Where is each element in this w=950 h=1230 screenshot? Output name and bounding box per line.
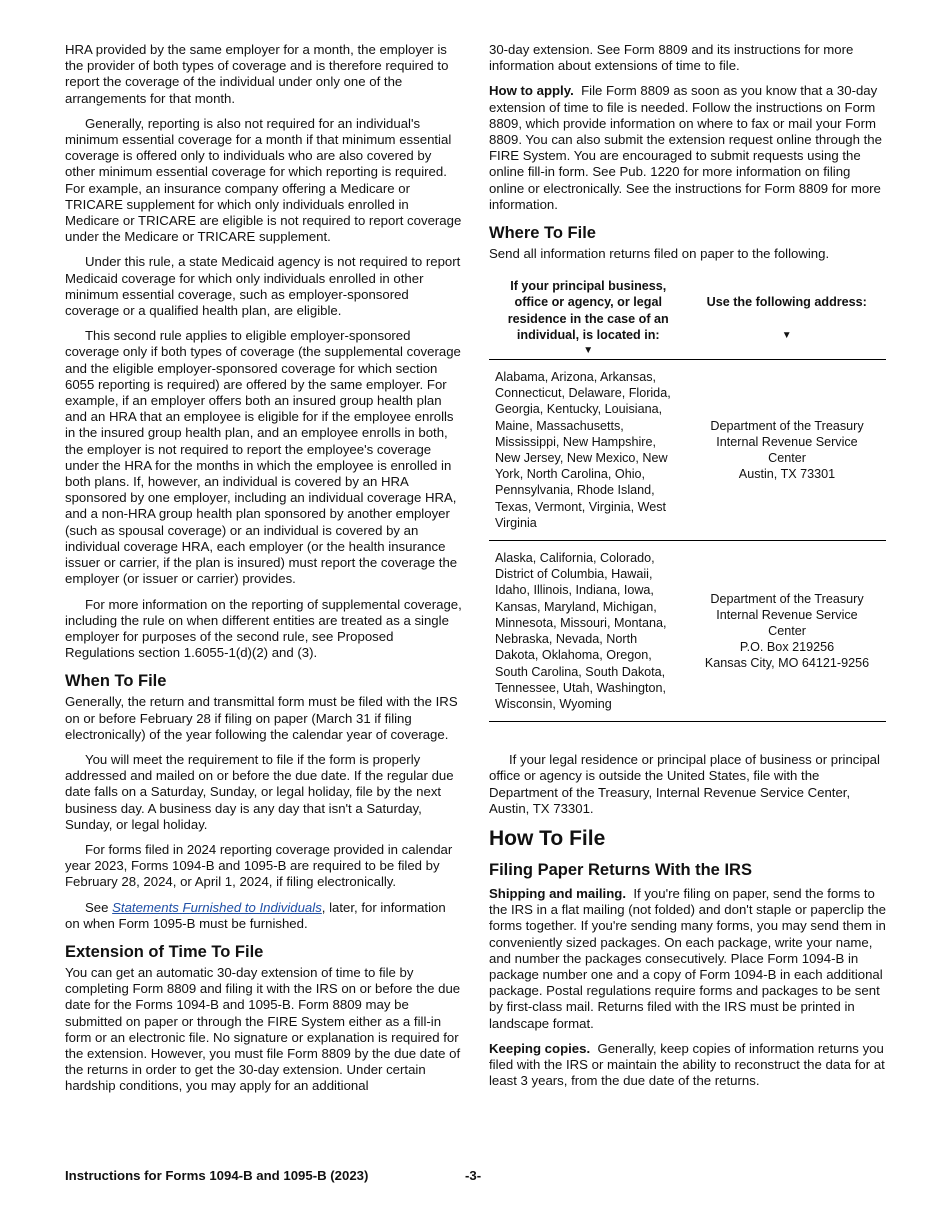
table-header-location: If your principal business, office or agency, or legal residence in the case of an individual, is located in: ▼ (489, 274, 688, 359)
table-header-address: Use the following address: ▼ (688, 274, 887, 359)
shipping-label: Shipping and mailing. (489, 885, 627, 901)
paragraph: See Statements Furnished to Individuals, later, for information on when Form 1095-B must be furnished. (65, 899, 446, 931)
left-column (65, 42, 462, 1104)
paragraph: Generally, the return and transmittal form must be filed with the IRS on or before February 28 if filing on paper (March 31 if filing electronically) of the year following the calendar year of coverage. (65, 694, 458, 742)
table-header-row (489, 274, 886, 359)
paragraph: HRA provided by the same employer for a month, the employer is the provider of both types of coverage and is therefore required to report the coverage of the individual under only one of the arrangements for that month. (65, 42, 449, 106)
paragraph: You will meet the requirement to file if the form is properly addressed and mailed on or before the due date. If the regular due date falls on a Saturday, Sunday, or legal holiday, file by the next business day. A business day is any day that isn't a Saturday, Sunday, or legal holiday. (65, 751, 454, 832)
when-to-file-heading: When To File (65, 672, 167, 691)
paragraph: How to apply. File Form 8809 as soon as you know that a 30-day extension of time to file is needed. Follow the instructions on Form 8809, which provide information on where to fax or mail your Form 8809. You can also submit the extension request online through the FIRE System. You are encouraged to submit requests using the online fill-in form. See Pub. 1220 for more information on filing online or electronically. See the instructions for Form 8809 for more information. (489, 83, 882, 212)
table-row (489, 360, 886, 541)
how-to-apply-label: How to apply. (489, 83, 574, 99)
down-arrow-icon: ▼ (583, 345, 594, 357)
paragraph: For more information on the reporting of supplemental coverage, including the rule on when different entities are treated as a single employer for purposes of the second rule, see Proposed Regulations section 1.6055-1(d)(2) and (3). (65, 596, 462, 661)
states-cell: Alabama, Arizona, Arkansas, Connecticut, Delaware, Florida, Georgia, Kentucky, Louisiana, Maine, Massachusetts, Mississippi, New Hampshire, New Jersey, New Mexico, New York, North Carolina, Ohio, Pennsylvania, Rhode Island, Texas, Vermont, Virginia, West Virginia (489, 360, 688, 541)
address-table (489, 274, 886, 722)
footer-title: Instructions for Forms 1094-B and 1095-B (2023) (65, 1168, 369, 1183)
paragraph: Shipping and mailing. If you're filing on paper, send the forms to the IRS in a flat mailing (not folded) and don't staple or paperclip the forms together. If you're sending many forms, you may send them in conveniently sized packages. On each package, write your name, and number the packages consecutively. Place Form 1094-B in package number one and a copy of Form 1094-B in each additional package. Postal regulations require forms and packages to be sent by first-class mail. Returns filed with the IRS must be printed in landscape format. (489, 885, 886, 1031)
paragraph: Send all information returns filed on paper to the following. (489, 246, 830, 262)
paragraph: For forms filed in 2024 reporting coverage provided in calendar year 2023, Forms 1094-B and 1095-B are required to be filed by February 28, 2024, or April 1, 2024, if filing electronically. (65, 841, 453, 890)
paragraph: Under this rule, a state Medicaid agency is not required to report Medicaid coverage for which only individuals enrolled in other minimum essential coverage, such as employer-sponsored coverage or a qualified health plan, are eligible. (65, 254, 461, 319)
filing-paper-heading: Filing Paper Returns With the IRS (489, 860, 752, 879)
statements-furnished-link[interactable]: Statements Furnished to Individuals (112, 899, 322, 915)
paragraph: Keeping copies. Generally, keep copies of information returns you filed with the IRS or maintain the ability to reconstruct the data for at least 3 years, from the due date of the returns. (489, 1040, 885, 1089)
paragraph: You can get an automatic 30-day extension of time to file by completing Form 8809 and filing it with the IRS on or before the due date for the Forms 1094-B and 1095-B. Form 8809 may be submitted on paper or through the FIRE System either as a fill-in form or an electronic file. No signature or explanation is required for the extension. However, you must file Form 8809 by the due date of the returns in order to get the 30-day extension. Under certain hardship conditions, you may apply for an additional (65, 964, 461, 1094)
paragraph: If your legal residence or principal place of business or principal office or agency is outside the United States, file with the Department of the Treasury, Internal Revenue Service Center, Austin, TX 73301. (489, 752, 880, 816)
page-footer (65, 1168, 885, 1183)
keeping-copies-label: Keeping copies. (489, 1040, 591, 1056)
states-cell: Alaska, California, Colorado, District of Columbia, Hawaii, Idaho, Illinois, Indiana, Iowa, Kansas, Maryland, Michigan, Minnesota, Missouri, Montana, Nebraska, Nevada, North Dakota, Oklahoma, Oregon, South Carolina, South Dakota, Tennessee, Utah, Washington, Wisconsin, Wyoming (489, 541, 688, 722)
down-arrow-icon: ▼ (781, 329, 792, 341)
how-to-file-heading: How To File (489, 826, 606, 850)
extension-heading: Extension of Time To File (65, 942, 264, 961)
address-cell: Department of the Treasury Internal Revenue Service Center P.O. Box 219256 Kansas City, MO 64121-9256 (688, 541, 887, 722)
table-row (489, 541, 886, 722)
page-number: -3- (465, 1168, 482, 1183)
paragraph: This second rule applies to eligible employer-sponsored coverage only if both types of coverage (the supplemental coverage and the eligible employer-sponsored coverage for which section 6055 reporting is required) are offered by the same employer. For example, if an employer offers both an insured group health plan and an HRA that an employee is eligible for if the employee enrolls in the insured group health plan, and an employee enrolls in both, the employer is not required to report the employee's coverage under the HRA for the months in which the employee is enrolled in both plans. If, however, an individual is covered by an HRA sponsored by one employer, including an individual coverage HRA, and a non-HRA group health plan sponsored by another employer (such as spousal coverage) or an individual is covered by an individual coverage HRA, each employer (or the health insurance issuer or carrier, if the plan is insured) must report the coverage the employer (or issuer or carrier) provides. (65, 328, 461, 587)
address-cell: Department of the Treasury Internal Revenue Service Center Austin, TX 73301 (688, 360, 887, 541)
paragraph: 30-day extension. See Form 8809 and its instructions for more information about extensions of time to file. (489, 42, 854, 74)
right-column (489, 42, 886, 1098)
paragraph: Generally, reporting is also not required for an individual's minimum essential coverage for a month if that minimum essential coverage is offered only to individuals who are also covered by other minimum essential coverage for which reporting is required. For example, an insurance company offering a Medicare or TRICARE supplement for which only individuals enrolled in Medicare or TRICARE are eligible is not required to report coverage under the Medicare or TRICARE supplement. (65, 115, 462, 245)
where-to-file-heading: Where To File (489, 224, 596, 243)
